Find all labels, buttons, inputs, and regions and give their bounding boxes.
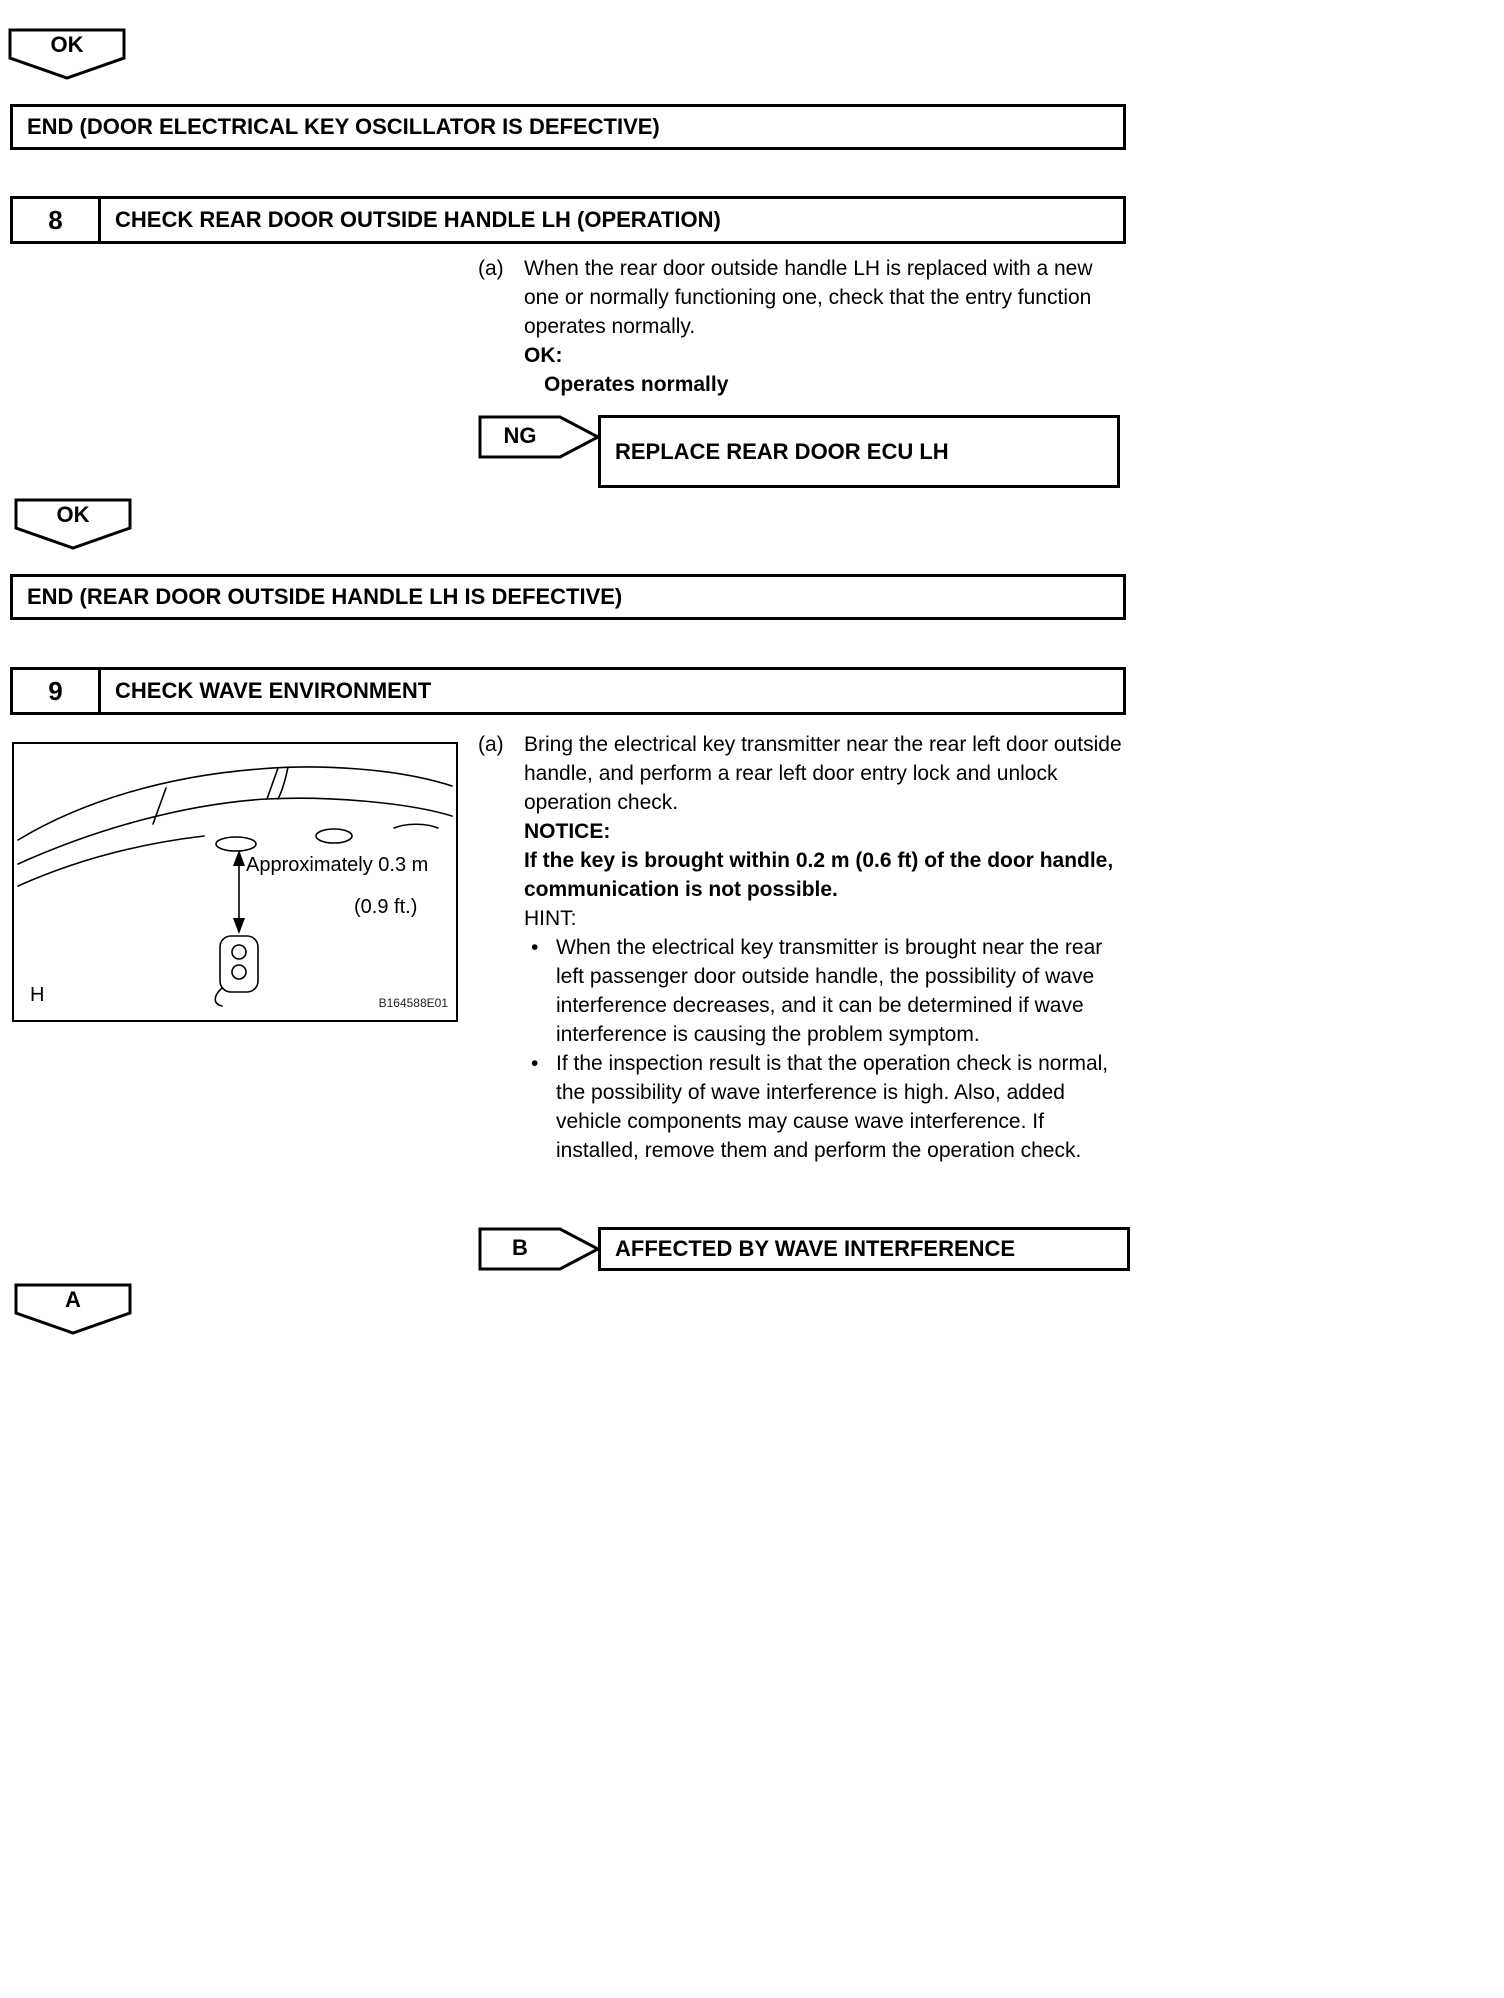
flow-tag-a-label: A xyxy=(65,1287,81,1312)
b-arrow xyxy=(478,1227,602,1271)
notice-text: If the key is brought within 0.2 m (0.6 ft) of the door handle, communication is not possible. xyxy=(524,849,1114,901)
bullet-icon: • xyxy=(531,1052,539,1075)
hint-text: When the electrical key transmitter is brought near the rear left passenger door outside handle, the possibility of wave interference decreases, and it can be determined if wave interference is causing the problem symptom. xyxy=(556,936,1103,1046)
ng-arrow-label: NG xyxy=(503,423,537,448)
hint-label: HINT: xyxy=(524,907,577,930)
notice-label: NOTICE: xyxy=(524,820,611,843)
step-8-title: CHECK REAR DOOR OUTSIDE HANDLE LH (OPERATION) xyxy=(115,207,721,232)
b-arrow-label: B xyxy=(512,1235,528,1260)
ng-result-text: REPLACE REAR DOOR ECU LH xyxy=(615,438,949,464)
hint-text: If the inspection result is that the operation check is normal, the possibility of wave interference is high. Also, added vehicle components may cause wave interference. If installed, remove them and perform the operation check. xyxy=(556,1052,1109,1162)
hint-item xyxy=(524,1049,1124,1165)
list-marker: (a) xyxy=(478,257,504,280)
flow-tag-ok-1-label: OK xyxy=(50,32,84,57)
hint-item xyxy=(524,933,1124,1049)
instruction-text: When the rear door outside handle LH is replaced with a new one or normally functioning one, check that the entry function operates normally. xyxy=(524,257,1093,338)
end-box-2 xyxy=(10,574,1126,620)
b-result-text: AFFECTED BY WAVE INTERFERENCE xyxy=(615,1236,1016,1261)
figure-distance-ft-label: (0.9 ft.) xyxy=(354,896,418,918)
ng-result-box xyxy=(598,415,1120,488)
instruction-body xyxy=(524,254,1124,399)
end-box-2-text: END (REAR DOOR OUTSIDE HANDLE LH IS DEFECTIVE) xyxy=(27,584,623,609)
figure-distance-label: Approximately 0.3 m xyxy=(246,854,429,876)
bullet-icon: • xyxy=(531,936,539,959)
flow-tag-ok-2 xyxy=(14,498,132,550)
b-result-box xyxy=(598,1227,1130,1271)
ok-label: OK: xyxy=(524,344,563,367)
figure-corner-label: H xyxy=(30,984,45,1006)
end-box-1 xyxy=(10,104,1126,150)
ok-criteria: Operates normally xyxy=(544,373,729,396)
step-9-instructions xyxy=(478,730,1124,1165)
step-8-instructions xyxy=(478,254,1124,399)
step-9-title: CHECK WAVE ENVIRONMENT xyxy=(115,678,432,703)
flow-tag-a xyxy=(14,1283,132,1335)
end-box-1-text: END (DOOR ELECTRICAL KEY OSCILLATOR IS DEFECTIVE) xyxy=(27,114,660,139)
flow-tag-ok-2-label: OK xyxy=(56,502,90,527)
instruction-body xyxy=(524,730,1124,1165)
car-illustration xyxy=(14,744,456,1020)
list-marker: (a) xyxy=(478,733,504,756)
step-8-number: 8 xyxy=(13,199,101,241)
step-9-header xyxy=(10,667,1126,715)
figure-id: B164588E01 xyxy=(378,996,448,1010)
instruction-text: Bring the electrical key transmitter near the rear left door outside handle, and perform a rear left door entry lock and unlock operation check. xyxy=(524,733,1122,814)
step-8-header xyxy=(10,196,1126,244)
figure-box xyxy=(12,742,458,1022)
ng-arrow xyxy=(478,415,602,459)
step-9-number: 9 xyxy=(13,670,101,712)
flow-tag-ok-1 xyxy=(8,28,126,80)
